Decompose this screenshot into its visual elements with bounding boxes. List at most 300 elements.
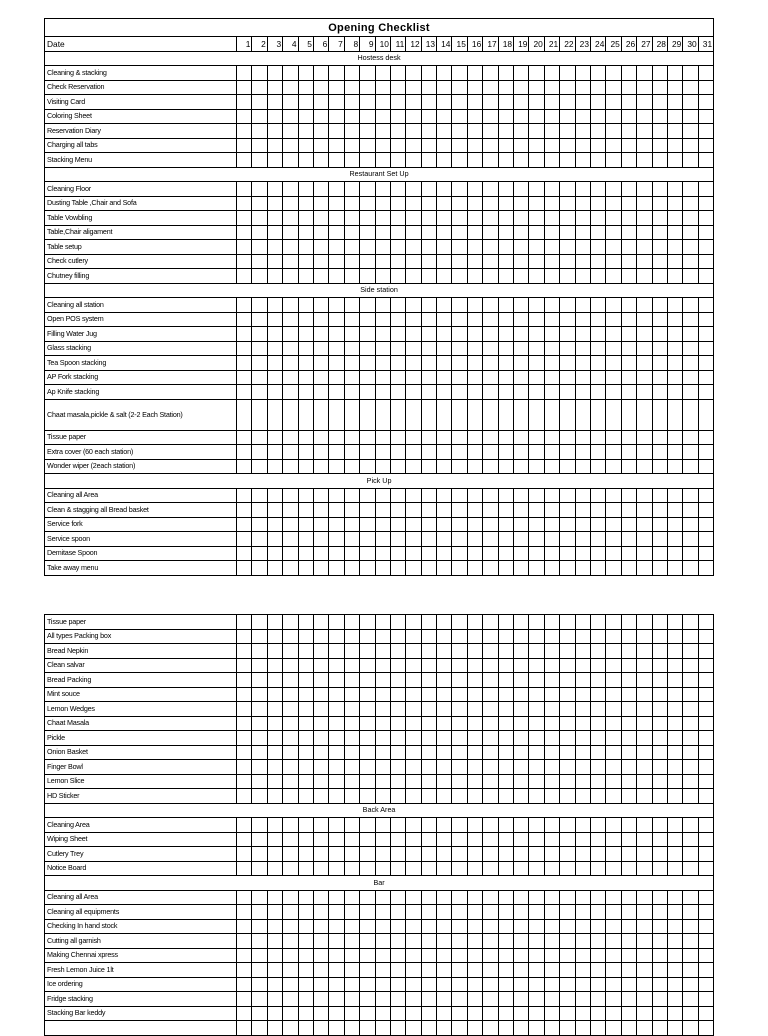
day-check-cell[interactable] xyxy=(329,385,344,400)
day-check-cell[interactable] xyxy=(483,182,498,197)
day-check-cell[interactable] xyxy=(406,546,421,561)
day-check-cell[interactable] xyxy=(237,532,252,547)
day-check-cell[interactable] xyxy=(590,532,605,547)
day-check-cell[interactable] xyxy=(514,341,529,356)
day-check-cell[interactable] xyxy=(421,561,436,576)
day-check-cell[interactable] xyxy=(237,312,252,327)
day-check-cell[interactable] xyxy=(698,430,713,445)
day-check-cell[interactable] xyxy=(560,992,575,1007)
day-check-cell[interactable] xyxy=(421,225,436,240)
day-check-cell[interactable] xyxy=(390,138,405,153)
day-check-cell[interactable] xyxy=(421,774,436,789)
day-check-cell[interactable] xyxy=(683,356,698,371)
day-check-cell[interactable] xyxy=(313,95,328,110)
day-check-cell[interactable] xyxy=(344,644,359,659)
day-check-cell[interactable] xyxy=(560,702,575,717)
day-check-cell[interactable] xyxy=(313,80,328,95)
day-check-cell[interactable] xyxy=(514,109,529,124)
day-check-cell[interactable] xyxy=(483,847,498,862)
day-check-cell[interactable] xyxy=(544,341,559,356)
day-check-cell[interactable] xyxy=(698,546,713,561)
day-check-cell[interactable] xyxy=(452,503,467,518)
day-check-cell[interactable] xyxy=(237,182,252,197)
day-check-cell[interactable] xyxy=(267,1021,282,1036)
day-check-cell[interactable] xyxy=(483,745,498,760)
day-check-cell[interactable] xyxy=(621,905,636,920)
day-check-cell[interactable] xyxy=(344,731,359,746)
day-check-cell[interactable] xyxy=(252,153,267,168)
day-check-cell[interactable] xyxy=(575,818,590,833)
day-check-cell[interactable] xyxy=(390,517,405,532)
day-check-cell[interactable] xyxy=(329,370,344,385)
day-check-cell[interactable] xyxy=(406,312,421,327)
day-check-cell[interactable] xyxy=(267,341,282,356)
day-check-cell[interactable] xyxy=(683,370,698,385)
day-check-cell[interactable] xyxy=(267,488,282,503)
day-check-cell[interactable] xyxy=(267,445,282,460)
day-check-cell[interactable] xyxy=(452,905,467,920)
day-check-cell[interactable] xyxy=(529,503,544,518)
day-check-cell[interactable] xyxy=(252,80,267,95)
day-check-cell[interactable] xyxy=(483,673,498,688)
day-check-cell[interactable] xyxy=(298,963,313,978)
day-check-cell[interactable] xyxy=(283,745,298,760)
day-check-cell[interactable] xyxy=(514,615,529,630)
day-check-cell[interactable] xyxy=(298,731,313,746)
day-check-cell[interactable] xyxy=(437,673,452,688)
day-check-cell[interactable] xyxy=(544,789,559,804)
day-check-cell[interactable] xyxy=(667,370,682,385)
day-check-cell[interactable] xyxy=(390,196,405,211)
day-check-cell[interactable] xyxy=(360,66,375,81)
day-check-cell[interactable] xyxy=(637,760,652,775)
day-check-cell[interactable] xyxy=(283,327,298,342)
day-check-cell[interactable] xyxy=(344,948,359,963)
day-check-cell[interactable] xyxy=(406,138,421,153)
day-check-cell[interactable] xyxy=(452,644,467,659)
day-check-cell[interactable] xyxy=(237,774,252,789)
day-check-cell[interactable] xyxy=(237,847,252,862)
day-check-cell[interactable] xyxy=(237,561,252,576)
day-check-cell[interactable] xyxy=(390,731,405,746)
day-check-cell[interactable] xyxy=(652,745,667,760)
day-check-cell[interactable] xyxy=(313,760,328,775)
day-check-cell[interactable] xyxy=(652,240,667,255)
day-check-cell[interactable] xyxy=(390,269,405,284)
day-check-cell[interactable] xyxy=(652,832,667,847)
day-check-cell[interactable] xyxy=(298,1006,313,1021)
day-check-cell[interactable] xyxy=(267,327,282,342)
day-check-cell[interactable] xyxy=(698,890,713,905)
day-check-cell[interactable] xyxy=(452,774,467,789)
day-check-cell[interactable] xyxy=(313,731,328,746)
day-check-cell[interactable] xyxy=(437,356,452,371)
day-check-cell[interactable] xyxy=(329,503,344,518)
day-check-cell[interactable] xyxy=(313,532,328,547)
day-check-cell[interactable] xyxy=(590,269,605,284)
day-check-cell[interactable] xyxy=(252,211,267,226)
day-check-cell[interactable] xyxy=(637,658,652,673)
day-check-cell[interactable] xyxy=(344,356,359,371)
day-check-cell[interactable] xyxy=(406,658,421,673)
day-check-cell[interactable] xyxy=(514,356,529,371)
day-check-cell[interactable] xyxy=(267,847,282,862)
day-check-cell[interactable] xyxy=(313,847,328,862)
day-check-cell[interactable] xyxy=(529,370,544,385)
day-check-cell[interactable] xyxy=(544,153,559,168)
day-check-cell[interactable] xyxy=(344,745,359,760)
day-check-cell[interactable] xyxy=(237,687,252,702)
day-check-cell[interactable] xyxy=(529,992,544,1007)
day-check-cell[interactable] xyxy=(560,673,575,688)
day-check-cell[interactable] xyxy=(421,615,436,630)
day-check-cell[interactable] xyxy=(329,890,344,905)
day-check-cell[interactable] xyxy=(529,760,544,775)
day-check-cell[interactable] xyxy=(283,503,298,518)
day-check-cell[interactable] xyxy=(621,312,636,327)
day-check-cell[interactable] xyxy=(267,905,282,920)
day-check-cell[interactable] xyxy=(590,459,605,474)
day-check-cell[interactable] xyxy=(360,731,375,746)
day-check-cell[interactable] xyxy=(237,673,252,688)
day-check-cell[interactable] xyxy=(360,673,375,688)
day-check-cell[interactable] xyxy=(483,687,498,702)
day-check-cell[interactable] xyxy=(329,153,344,168)
day-check-cell[interactable] xyxy=(267,138,282,153)
day-check-cell[interactable] xyxy=(606,615,621,630)
day-check-cell[interactable] xyxy=(313,153,328,168)
day-check-cell[interactable] xyxy=(637,615,652,630)
day-check-cell[interactable] xyxy=(344,95,359,110)
day-check-cell[interactable] xyxy=(498,109,513,124)
day-check-cell[interactable] xyxy=(529,385,544,400)
day-check-cell[interactable] xyxy=(390,934,405,949)
day-check-cell[interactable] xyxy=(390,644,405,659)
day-check-cell[interactable] xyxy=(437,861,452,876)
day-check-cell[interactable] xyxy=(467,716,482,731)
day-check-cell[interactable] xyxy=(313,430,328,445)
day-check-cell[interactable] xyxy=(667,658,682,673)
day-check-cell[interactable] xyxy=(544,95,559,110)
day-check-cell[interactable] xyxy=(313,832,328,847)
day-check-cell[interactable] xyxy=(667,488,682,503)
day-check-cell[interactable] xyxy=(344,919,359,934)
day-check-cell[interactable] xyxy=(344,385,359,400)
day-check-cell[interactable] xyxy=(606,905,621,920)
day-check-cell[interactable] xyxy=(590,399,605,430)
day-check-cell[interactable] xyxy=(452,948,467,963)
day-check-cell[interactable] xyxy=(590,312,605,327)
day-check-cell[interactable] xyxy=(298,890,313,905)
day-check-cell[interactable] xyxy=(637,503,652,518)
day-check-cell[interactable] xyxy=(267,399,282,430)
day-check-cell[interactable] xyxy=(344,80,359,95)
day-check-cell[interactable] xyxy=(237,109,252,124)
day-check-cell[interactable] xyxy=(575,687,590,702)
day-check-cell[interactable] xyxy=(329,1021,344,1036)
day-check-cell[interactable] xyxy=(467,327,482,342)
day-check-cell[interactable] xyxy=(621,269,636,284)
day-check-cell[interactable] xyxy=(437,532,452,547)
day-check-cell[interactable] xyxy=(313,861,328,876)
day-check-cell[interactable] xyxy=(467,1006,482,1021)
day-check-cell[interactable] xyxy=(421,66,436,81)
day-check-cell[interactable] xyxy=(344,211,359,226)
day-check-cell[interactable] xyxy=(452,919,467,934)
day-check-cell[interactable] xyxy=(267,80,282,95)
day-check-cell[interactable] xyxy=(390,745,405,760)
day-check-cell[interactable] xyxy=(590,109,605,124)
day-check-cell[interactable] xyxy=(360,832,375,847)
day-check-cell[interactable] xyxy=(575,80,590,95)
day-check-cell[interactable] xyxy=(544,687,559,702)
day-check-cell[interactable] xyxy=(406,687,421,702)
day-check-cell[interactable] xyxy=(667,673,682,688)
day-check-cell[interactable] xyxy=(344,399,359,430)
day-check-cell[interactable] xyxy=(498,847,513,862)
day-check-cell[interactable] xyxy=(606,95,621,110)
day-check-cell[interactable] xyxy=(606,658,621,673)
day-check-cell[interactable] xyxy=(313,459,328,474)
day-check-cell[interactable] xyxy=(560,818,575,833)
day-check-cell[interactable] xyxy=(637,240,652,255)
day-check-cell[interactable] xyxy=(344,861,359,876)
day-check-cell[interactable] xyxy=(267,1006,282,1021)
day-check-cell[interactable] xyxy=(544,66,559,81)
day-check-cell[interactable] xyxy=(406,1021,421,1036)
day-check-cell[interactable] xyxy=(498,1021,513,1036)
day-check-cell[interactable] xyxy=(606,890,621,905)
day-check-cell[interactable] xyxy=(467,269,482,284)
day-check-cell[interactable] xyxy=(283,546,298,561)
day-check-cell[interactable] xyxy=(698,789,713,804)
day-check-cell[interactable] xyxy=(498,890,513,905)
day-check-cell[interactable] xyxy=(313,774,328,789)
day-check-cell[interactable] xyxy=(406,934,421,949)
day-check-cell[interactable] xyxy=(390,182,405,197)
day-check-cell[interactable] xyxy=(421,948,436,963)
day-check-cell[interactable] xyxy=(329,240,344,255)
day-check-cell[interactable] xyxy=(606,977,621,992)
day-check-cell[interactable] xyxy=(467,459,482,474)
day-check-cell[interactable] xyxy=(544,459,559,474)
day-check-cell[interactable] xyxy=(544,385,559,400)
day-check-cell[interactable] xyxy=(590,992,605,1007)
day-check-cell[interactable] xyxy=(652,687,667,702)
day-check-cell[interactable] xyxy=(452,847,467,862)
day-check-cell[interactable] xyxy=(560,731,575,746)
day-check-cell[interactable] xyxy=(237,399,252,430)
day-check-cell[interactable] xyxy=(344,341,359,356)
day-check-cell[interactable] xyxy=(575,430,590,445)
day-check-cell[interactable] xyxy=(652,356,667,371)
day-check-cell[interactable] xyxy=(698,615,713,630)
day-check-cell[interactable] xyxy=(621,517,636,532)
day-check-cell[interactable] xyxy=(698,341,713,356)
day-check-cell[interactable] xyxy=(683,629,698,644)
day-check-cell[interactable] xyxy=(498,503,513,518)
day-check-cell[interactable] xyxy=(360,298,375,313)
day-check-cell[interactable] xyxy=(483,789,498,804)
day-check-cell[interactable] xyxy=(313,890,328,905)
day-check-cell[interactable] xyxy=(498,992,513,1007)
day-check-cell[interactable] xyxy=(406,517,421,532)
day-check-cell[interactable] xyxy=(529,818,544,833)
day-check-cell[interactable] xyxy=(344,254,359,269)
day-check-cell[interactable] xyxy=(621,196,636,211)
day-check-cell[interactable] xyxy=(329,517,344,532)
day-check-cell[interactable] xyxy=(683,182,698,197)
day-check-cell[interactable] xyxy=(283,517,298,532)
day-check-cell[interactable] xyxy=(667,298,682,313)
day-check-cell[interactable] xyxy=(514,644,529,659)
day-check-cell[interactable] xyxy=(298,832,313,847)
day-check-cell[interactable] xyxy=(698,963,713,978)
day-check-cell[interactable] xyxy=(390,658,405,673)
day-check-cell[interactable] xyxy=(406,109,421,124)
day-check-cell[interactable] xyxy=(590,861,605,876)
day-check-cell[interactable] xyxy=(590,760,605,775)
day-check-cell[interactable] xyxy=(283,138,298,153)
day-check-cell[interactable] xyxy=(344,561,359,576)
day-check-cell[interactable] xyxy=(560,211,575,226)
day-check-cell[interactable] xyxy=(421,731,436,746)
day-check-cell[interactable] xyxy=(313,818,328,833)
day-check-cell[interactable] xyxy=(421,385,436,400)
day-check-cell[interactable] xyxy=(560,629,575,644)
day-check-cell[interactable] xyxy=(267,196,282,211)
day-check-cell[interactable] xyxy=(437,80,452,95)
day-check-cell[interactable] xyxy=(621,182,636,197)
day-check-cell[interactable] xyxy=(514,658,529,673)
day-check-cell[interactable] xyxy=(606,861,621,876)
day-check-cell[interactable] xyxy=(637,847,652,862)
day-check-cell[interactable] xyxy=(652,124,667,139)
day-check-cell[interactable] xyxy=(298,818,313,833)
day-check-cell[interactable] xyxy=(452,430,467,445)
day-check-cell[interactable] xyxy=(252,919,267,934)
day-check-cell[interactable] xyxy=(637,517,652,532)
day-check-cell[interactable] xyxy=(483,370,498,385)
day-check-cell[interactable] xyxy=(652,731,667,746)
day-check-cell[interactable] xyxy=(390,1021,405,1036)
day-check-cell[interactable] xyxy=(329,745,344,760)
day-check-cell[interactable] xyxy=(360,963,375,978)
day-check-cell[interactable] xyxy=(698,629,713,644)
day-check-cell[interactable] xyxy=(529,847,544,862)
day-check-cell[interactable] xyxy=(575,716,590,731)
day-check-cell[interactable] xyxy=(483,385,498,400)
day-check-cell[interactable] xyxy=(467,196,482,211)
day-check-cell[interactable] xyxy=(329,861,344,876)
day-check-cell[interactable] xyxy=(637,644,652,659)
day-check-cell[interactable] xyxy=(437,992,452,1007)
day-check-cell[interactable] xyxy=(329,80,344,95)
day-check-cell[interactable] xyxy=(637,488,652,503)
day-check-cell[interactable] xyxy=(467,95,482,110)
day-check-cell[interactable] xyxy=(698,356,713,371)
day-check-cell[interactable] xyxy=(683,861,698,876)
day-check-cell[interactable] xyxy=(483,1021,498,1036)
day-check-cell[interactable] xyxy=(437,644,452,659)
day-check-cell[interactable] xyxy=(360,385,375,400)
day-check-cell[interactable] xyxy=(514,517,529,532)
day-check-cell[interactable] xyxy=(590,818,605,833)
day-check-cell[interactable] xyxy=(529,312,544,327)
day-check-cell[interactable] xyxy=(283,992,298,1007)
day-check-cell[interactable] xyxy=(514,702,529,717)
day-check-cell[interactable] xyxy=(437,488,452,503)
day-check-cell[interactable] xyxy=(544,124,559,139)
day-check-cell[interactable] xyxy=(375,644,390,659)
day-check-cell[interactable] xyxy=(683,430,698,445)
day-check-cell[interactable] xyxy=(360,644,375,659)
day-check-cell[interactable] xyxy=(621,532,636,547)
day-check-cell[interactable] xyxy=(544,312,559,327)
day-check-cell[interactable] xyxy=(267,716,282,731)
day-check-cell[interactable] xyxy=(252,673,267,688)
day-check-cell[interactable] xyxy=(621,789,636,804)
day-check-cell[interactable] xyxy=(498,716,513,731)
day-check-cell[interactable] xyxy=(529,546,544,561)
day-check-cell[interactable] xyxy=(514,861,529,876)
day-check-cell[interactable] xyxy=(529,977,544,992)
day-check-cell[interactable] xyxy=(683,1021,698,1036)
day-check-cell[interactable] xyxy=(637,731,652,746)
day-check-cell[interactable] xyxy=(313,702,328,717)
day-check-cell[interactable] xyxy=(437,615,452,630)
day-check-cell[interactable] xyxy=(283,240,298,255)
day-check-cell[interactable] xyxy=(483,459,498,474)
day-check-cell[interactable] xyxy=(283,225,298,240)
day-check-cell[interactable] xyxy=(283,298,298,313)
day-check-cell[interactable] xyxy=(421,503,436,518)
day-check-cell[interactable] xyxy=(544,399,559,430)
day-check-cell[interactable] xyxy=(467,629,482,644)
day-check-cell[interactable] xyxy=(514,399,529,430)
day-check-cell[interactable] xyxy=(698,687,713,702)
day-check-cell[interactable] xyxy=(421,327,436,342)
day-check-cell[interactable] xyxy=(498,673,513,688)
day-check-cell[interactable] xyxy=(575,109,590,124)
day-check-cell[interactable] xyxy=(683,561,698,576)
day-check-cell[interactable] xyxy=(421,702,436,717)
day-check-cell[interactable] xyxy=(406,503,421,518)
day-check-cell[interactable] xyxy=(683,517,698,532)
day-check-cell[interactable] xyxy=(467,615,482,630)
day-check-cell[interactable] xyxy=(575,629,590,644)
day-check-cell[interactable] xyxy=(514,532,529,547)
day-check-cell[interactable] xyxy=(498,702,513,717)
day-check-cell[interactable] xyxy=(514,760,529,775)
day-check-cell[interactable] xyxy=(698,153,713,168)
day-check-cell[interactable] xyxy=(606,459,621,474)
day-check-cell[interactable] xyxy=(698,745,713,760)
day-check-cell[interactable] xyxy=(283,80,298,95)
day-check-cell[interactable] xyxy=(437,341,452,356)
day-check-cell[interactable] xyxy=(498,561,513,576)
day-check-cell[interactable] xyxy=(652,138,667,153)
day-check-cell[interactable] xyxy=(283,356,298,371)
day-check-cell[interactable] xyxy=(390,341,405,356)
day-check-cell[interactable] xyxy=(560,658,575,673)
day-check-cell[interactable] xyxy=(560,80,575,95)
day-check-cell[interactable] xyxy=(237,977,252,992)
day-check-cell[interactable] xyxy=(544,644,559,659)
day-check-cell[interactable] xyxy=(529,934,544,949)
day-check-cell[interactable] xyxy=(560,934,575,949)
day-check-cell[interactable] xyxy=(560,445,575,460)
